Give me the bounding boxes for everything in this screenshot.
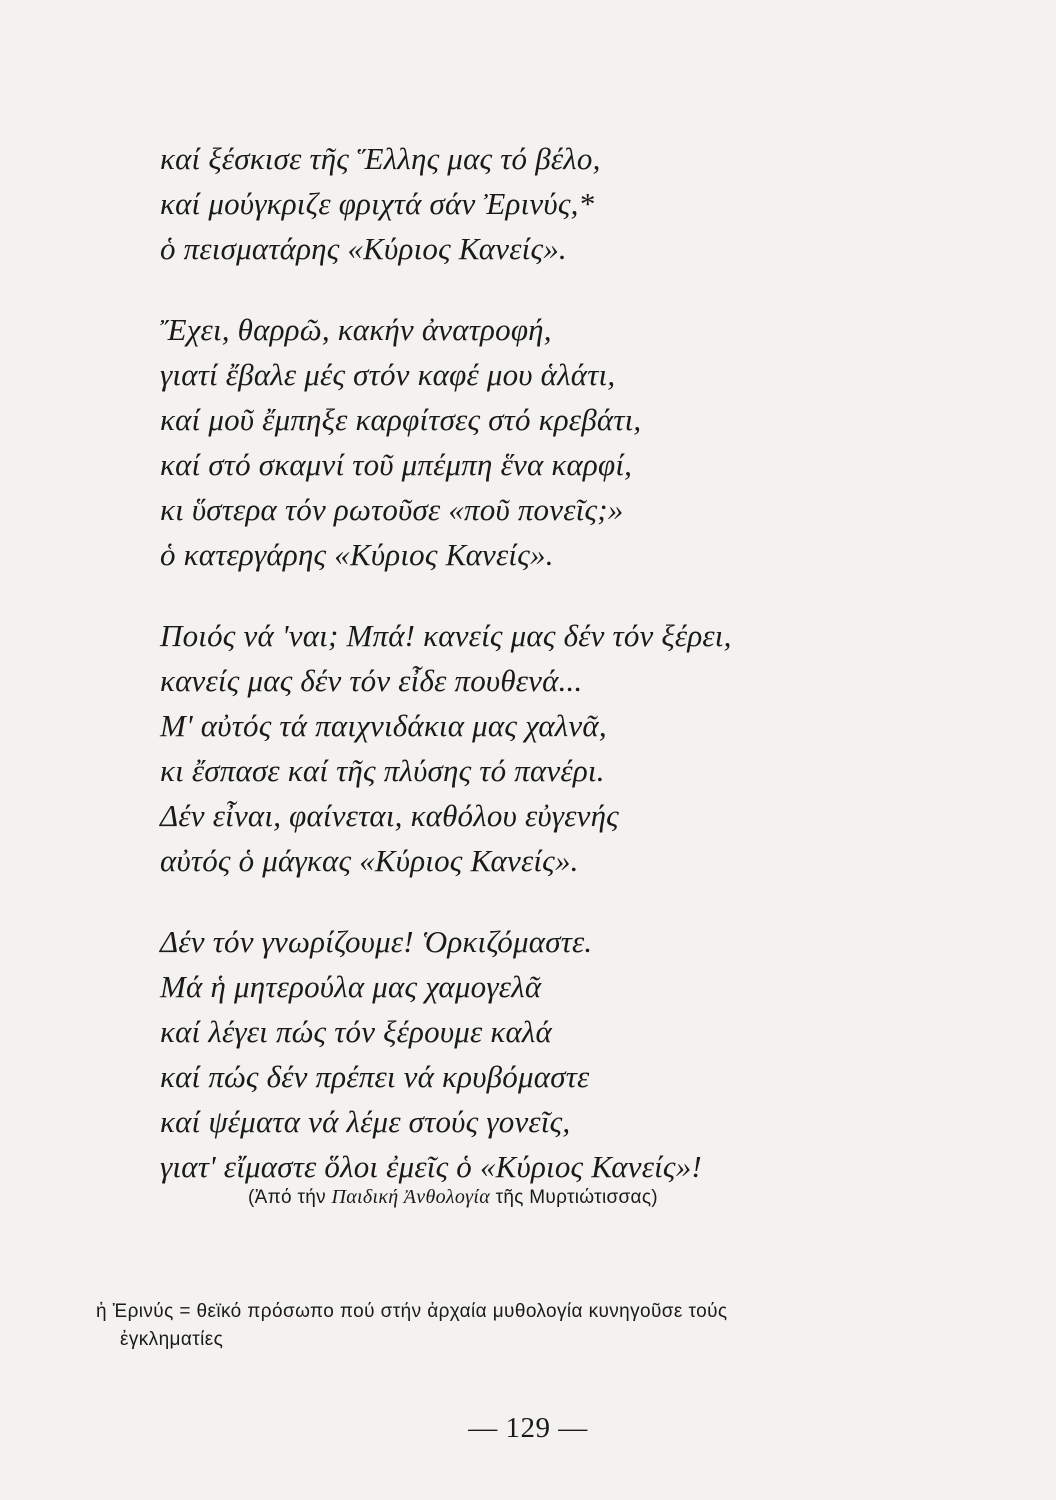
poem-line: αὐτός ὁ μάγκας «Κύριος Κανείς». [160, 843, 579, 878]
footnote [96, 1298, 896, 1354]
poem-line: Μ' αὐτός τά παιχνιδάκια μας χαλνᾶ, [160, 708, 607, 743]
footnote-line: ἡ Ἐρινύς = θεϊκό πρόσωπο πού στήν ἀρχαία μυθολογία κυνηγοῦσε τούς [96, 1301, 728, 1322]
poem-line: γιατ' εἴμαστε ὅλοι ἐμεῖς ὁ «Κύριος Κανείς»! [160, 1149, 702, 1184]
poem-line: Ἔχει, θαρρῶ, κακήν ἀνατροφή, [160, 312, 552, 347]
poem-line: καί μοῦ ἔμπηξε καρφίτσες στό κρεβάτι, [160, 402, 642, 437]
stanza-3 [160, 613, 920, 883]
stanza-4 [160, 919, 920, 1189]
source-attribution [248, 1186, 658, 1209]
poem-line: καί μούγκριζε φριχτά σάν Ἐρινύς,* [160, 186, 595, 221]
poem-line: Μά ἡ μητερούλα μας χαμογελᾶ [160, 969, 542, 1004]
poem-line: ὁ κατεργάρης «Κύριος Κανείς». [160, 537, 554, 572]
poem [160, 136, 920, 1225]
poem-line: καί στό σκαμνί τοῦ μπέμπη ἕνα καρφί, [160, 447, 633, 482]
source-title: Παιδική Ἀνθολογία [331, 1186, 491, 1208]
poem-line: κανείς μας δέν τόν εἶδε πουθενά... [160, 663, 583, 698]
source-prefix: (Ἀπό τήν [248, 1187, 332, 1208]
poem-line: καί ξέσκισε τῆς Ἕλλης μας τό βέλο, [160, 141, 601, 176]
stanza-2 [160, 307, 920, 577]
poem-line: Δέν εἶναι, φαίνεται, καθόλου εὐγενής [160, 798, 619, 833]
poem-line: Δέν τόν γνωρίζουμε! Ὁρκιζόμαστε. [160, 924, 593, 959]
stanza-1 [160, 136, 920, 271]
poem-line: κι ἔσπασε καί τῆς πλύσης τό πανέρι. [160, 753, 605, 788]
footnote-line: ἐγκληματίες [120, 1329, 224, 1350]
poem-line: κι ὕστερα τόν ρωτοῦσε «ποῦ πονεῖς;» [160, 492, 624, 527]
poem-line: γιατί ἔβαλε μές στόν καφέ μου ἁλάτι, [160, 357, 616, 392]
poem-line: ὁ πεισματάρης «Κύριος Κανείς». [160, 231, 567, 266]
poem-line: καί λέγει πώς τόν ξέρουμε καλά [160, 1014, 553, 1049]
poem-line: καί πώς δέν πρέπει νά κρυβόμαστε [160, 1059, 590, 1094]
poem-line: καί ψέματα νά λέμε στούς γονεῖς, [160, 1104, 571, 1139]
page-number: — 129 — [468, 1412, 588, 1444]
source-suffix: τῆς Μυρτιώτισσας) [490, 1187, 658, 1208]
poem-line: Ποιός νά 'ναι; Μπά! κανείς μας δέν τόν ξέρει, [160, 618, 732, 653]
